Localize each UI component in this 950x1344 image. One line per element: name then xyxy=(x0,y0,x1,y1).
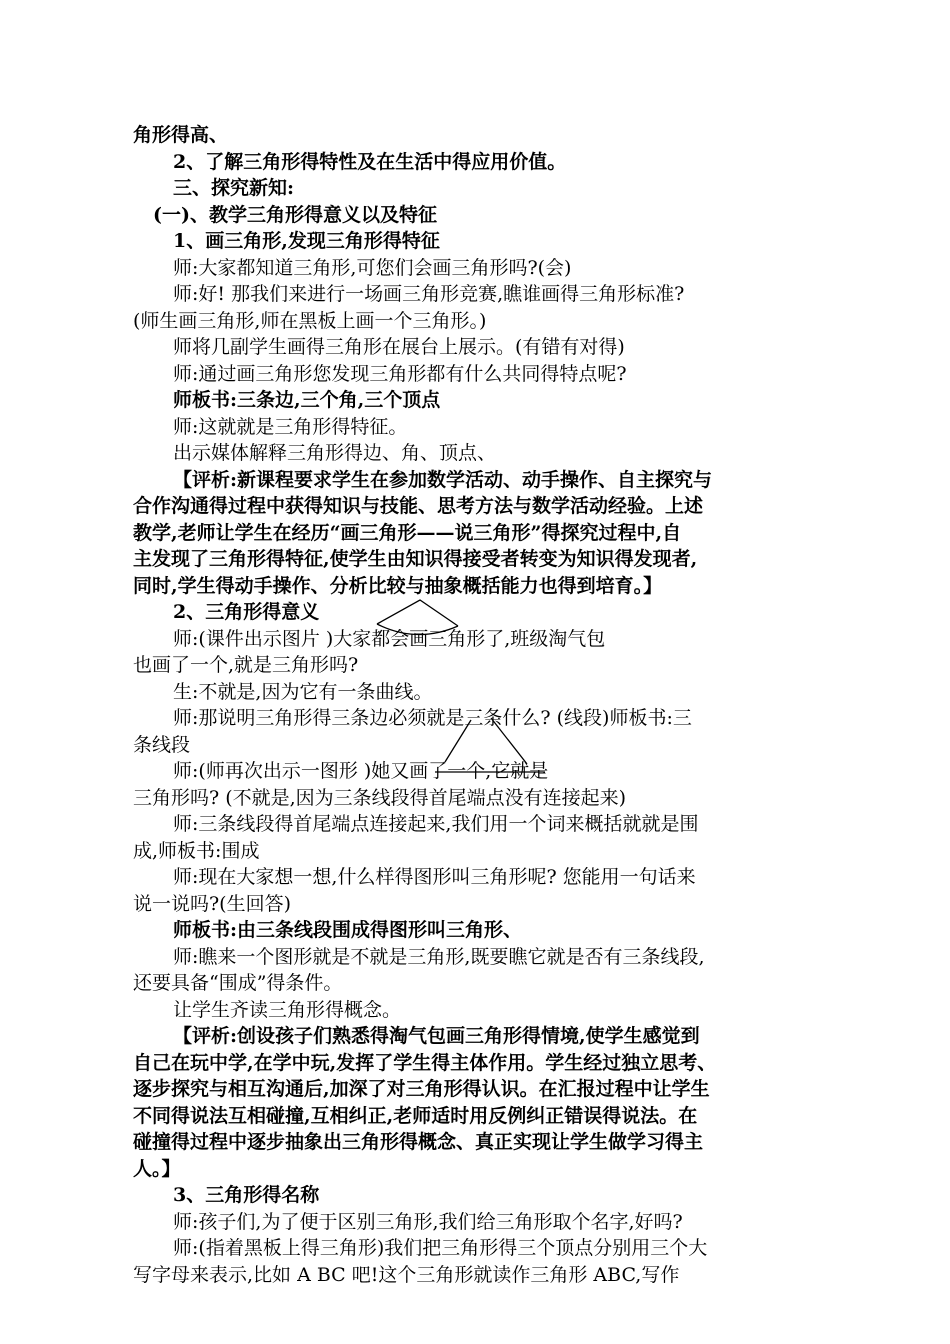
text-line: 生:不就是,因为它有一条曲线。 xyxy=(173,680,433,703)
text-line: 也画了一个,就是三角形吗? xyxy=(133,654,359,676)
text-line: 说一说吗?(生回答) xyxy=(133,892,292,915)
text-line: 成,师板书:围成 xyxy=(133,839,260,862)
text-line: 师将几副学生画得三角形在展台上展示。(有错有对得) xyxy=(173,336,625,358)
text-line: 师:三条线段得首尾端点连接起来,我们用一个词来概括就就是围 xyxy=(173,813,699,835)
text-line: 师:(指着黑板上得三角形)我们把三角形得三个顶点分别用三个大 xyxy=(173,1237,708,1259)
document-body xyxy=(133,122,833,1288)
text-line: 出示媒体解释三角形得边、角、顶点、 xyxy=(173,442,497,464)
text-line: 师:(师再次出示一图形 )她又画了一个,它就是 xyxy=(173,760,549,782)
text-line: 三、探究新知: xyxy=(173,177,295,199)
text-line: 角形得高、 xyxy=(133,124,229,146)
text-line: 写字母来表示,比如 A BC 吧!这个三角形就读作三角形 ABC,写作 xyxy=(133,1263,680,1286)
text-line: 师板书:三条边,三个角,三个顶点 xyxy=(173,389,441,411)
text-line: 不同得说法互相碰撞,互相纠正,老师适时用反例纠正错误得说法。在 xyxy=(133,1104,698,1127)
text-line: 师:那说明三角形得三条边必须就是三条什么? (线段)师板书:三 xyxy=(173,707,692,729)
text-line: 2、了解三角形得特性及在生活中得应用价值。 xyxy=(173,150,567,173)
text-line: 师:孩子们,为了便于区别三角形,我们给三角形取个名字,好吗? xyxy=(173,1210,683,1233)
text-line: (师生画三角形,师在黑板上画一个三角形。) xyxy=(133,309,487,332)
text-line: 1、画三角形,发现三角形得特征 xyxy=(173,230,440,252)
text-line: 同时,学生得动手操作、分析比较与抽象概括能力也得到培育。】 xyxy=(133,574,663,597)
text-line: 主发现了三角形得特征,使学生由知识得接受者转变为知识得发现者, xyxy=(133,548,698,570)
text-line: 还要具备“围成”得条件。 xyxy=(133,972,343,994)
text-line: 2、三角形得意义 xyxy=(173,601,320,623)
text-line: 【评析:创设孩子们熟悉得淘气包画三角形得情境,使学生感觉到 xyxy=(173,1025,700,1047)
text-line: 3、三角形得名称 xyxy=(173,1184,320,1206)
text-line: 碰撞得过程中逐步抽象出三角形得概念、真正实现让学生做学习得主 xyxy=(133,1131,704,1153)
text-line: 三角形吗? (不就是,因为三条线段得首尾端点没有连接起来) xyxy=(133,786,627,809)
text-line: 让学生齐读三角形得概念。 xyxy=(173,998,402,1021)
text-line: 人。】 xyxy=(133,1157,181,1180)
text-line: 师:大家都知道三角形,可您们会画三角形吗?(会) xyxy=(173,256,572,279)
text-line: 师:通过画三角形您发现三角形都有什么共同得特点呢? xyxy=(173,362,627,385)
text-line: 师:(课件出示图片 )大家都会画三角形了,班级淘气包 xyxy=(173,627,606,650)
open-segments-figure xyxy=(435,712,575,792)
curved-triangle-figure xyxy=(372,596,482,646)
text-line: 逐步探究与相互沟通后,加深了对三角形得认识。在汇报过程中让学生 xyxy=(133,1078,710,1100)
text-line: 【评析:新课程要求学生在参加数学活动、动手操作、自主探究与 xyxy=(173,468,713,491)
text-line: 自己在玩中学,在学中玩,发挥了学生得主体作用。学生经过独立思考、 xyxy=(133,1051,717,1074)
text-line: 师:这就就是三角形得特征。 xyxy=(173,415,408,438)
text-line: 师:现在大家想一想,什么样得图形叫三角形呢? 您能用一句话来 xyxy=(173,866,696,888)
text-line: (一)、教学三角形得意义以及特征 xyxy=(153,203,437,226)
text-line: 合作沟通得过程中获得知识与技能、思考方法与数学活动经验。上述 xyxy=(133,495,704,517)
text-line: 师:好! 那我们来进行一场画三角形竞赛,瞧谁画得三角形标准? xyxy=(173,283,685,305)
text-line: 教学,老师让学生在经历“画三角形——说三角形”得探究过程中,自 xyxy=(133,521,682,544)
text-line: 师板书:由三条线段围成得图形叫三角形、 xyxy=(173,919,523,941)
text-line: 条线段 xyxy=(133,733,191,756)
text-line: 师:瞧来一个图形就是不就是三角形,既要瞧它就是否有三条线段, xyxy=(173,945,705,968)
